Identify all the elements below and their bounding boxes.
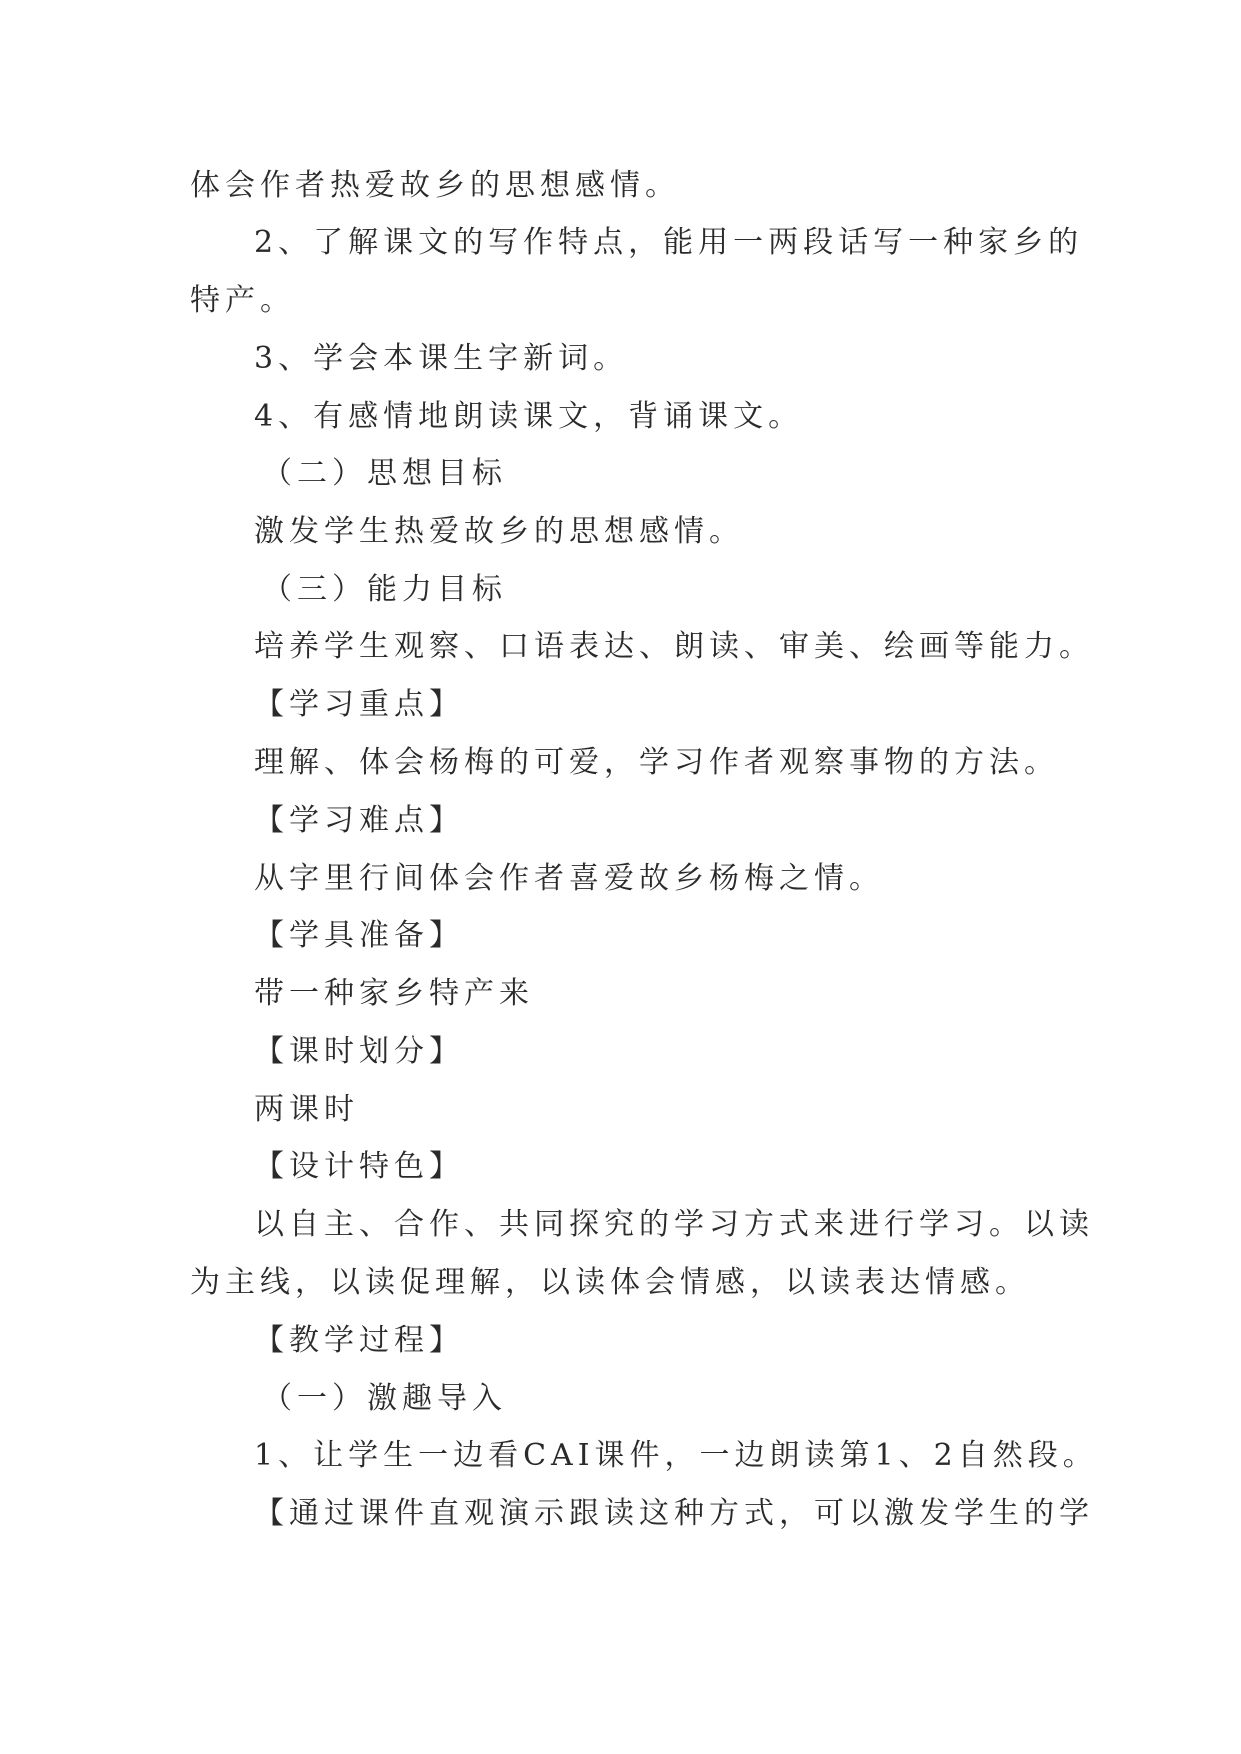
text-line: 【通过课件直观演示跟读这种方式，可以激发学生的学 [254,1496,1094,1531]
section-heading: 【学习难点】 [254,803,464,838]
text-line: 培养学生观察、口语表达、朗读、审美、绘画等能力。 [254,629,1094,664]
text-line: 激发学生热爱故乡的思想感情。 [254,514,744,549]
text-line: 4、有感情地朗读课文，背诵课文。 [254,399,804,434]
text-line: 带一种家乡特产来 [254,976,534,1011]
section-heading: （三）能力目标 [262,572,507,607]
section-heading: 【学具准备】 [254,918,464,953]
text-line: 体会作者热爱故乡的思想感情。 [190,168,680,203]
section-heading: （二）思想目标 [262,456,507,491]
text-line: 为主线，以读促理解，以读体会情感，以读表达情感。 [190,1265,1030,1300]
text-line: 3、学会本课生字新词。 [254,341,629,376]
section-heading: 【设计特色】 [254,1149,464,1184]
text-line: 理解、体会杨梅的可爱，学习作者观察事物的方法。 [254,745,1059,780]
text-line: 从字里行间体会作者喜爱故乡杨梅之情。 [254,861,884,896]
text-line: 以自主、合作、共同探究的学习方式来进行学习。以读 [254,1207,1094,1242]
section-heading: （一）激趣导入 [262,1381,507,1416]
text-line: 1、让学生一边看CAI课件，一边朗读第1、2自然段。 [254,1438,1098,1473]
text-line: 2、了解课文的写作特点，能用一两段话写一种家乡的 [254,225,1084,260]
section-heading: 【教学过程】 [254,1323,464,1358]
section-heading: 【课时划分】 [254,1034,464,1069]
text-line: 特产。 [190,283,295,318]
section-heading: 【学习重点】 [254,687,464,722]
text-line: 两课时 [254,1092,359,1127]
